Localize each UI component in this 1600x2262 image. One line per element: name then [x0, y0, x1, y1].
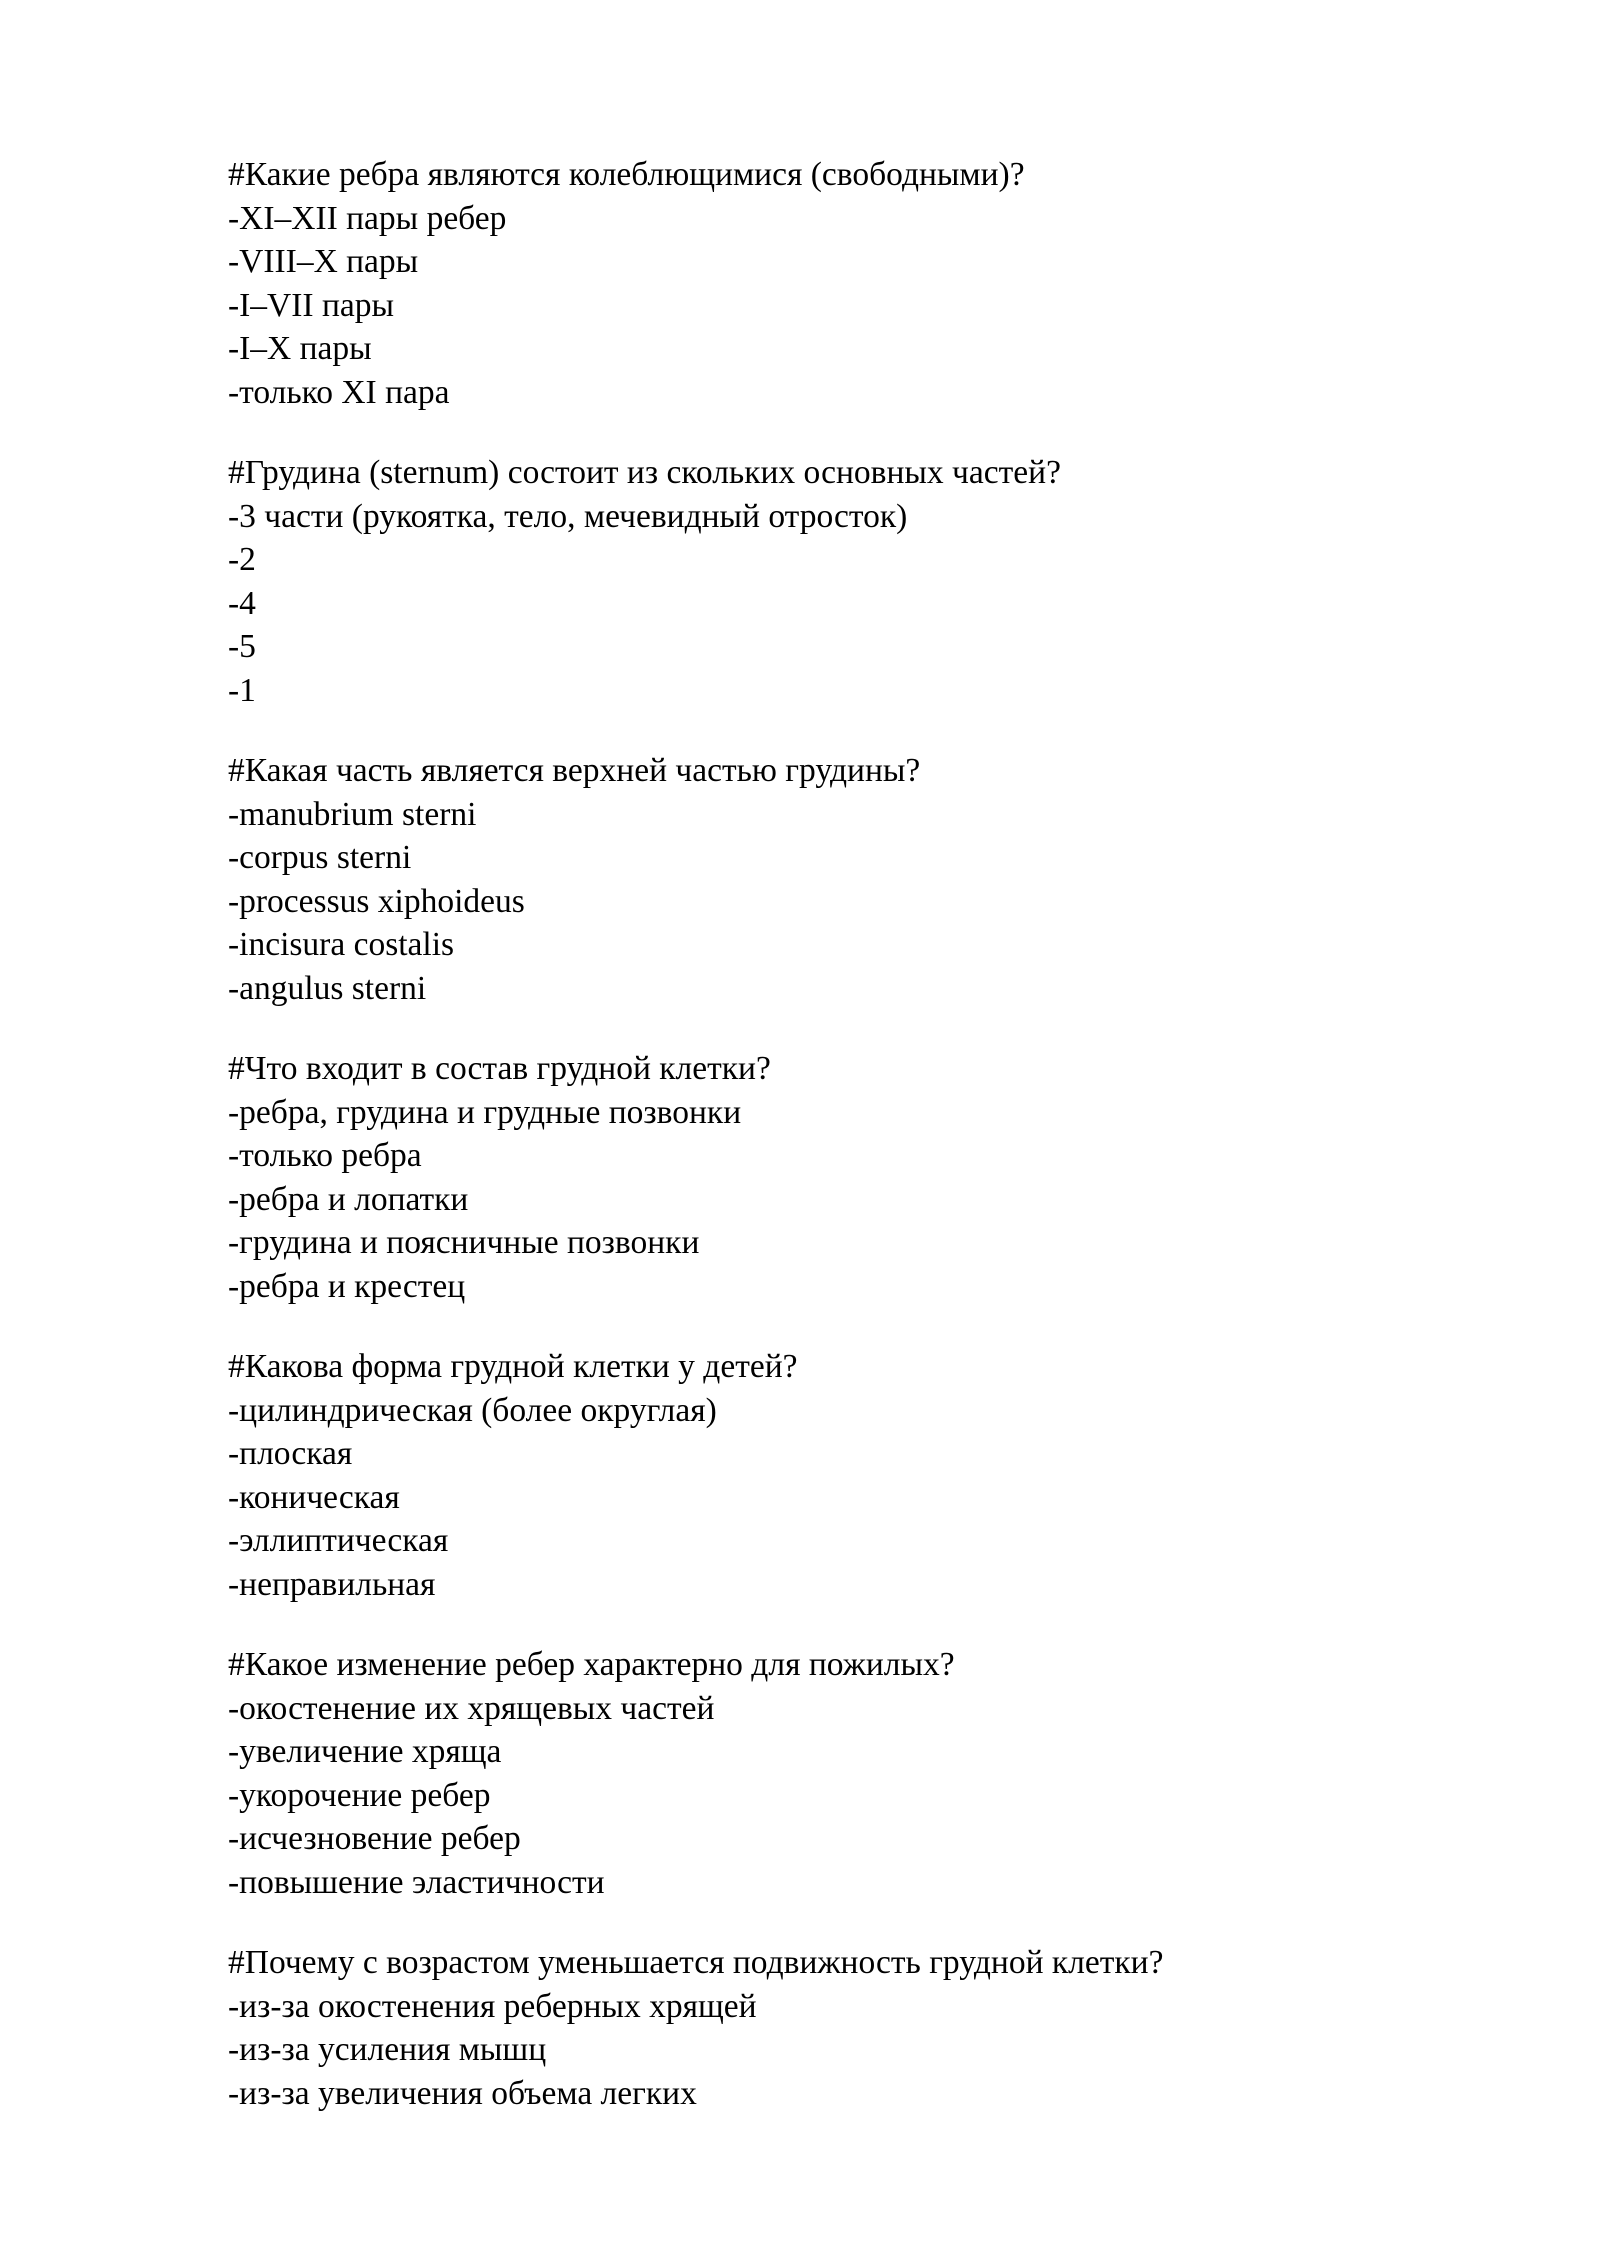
question-block	[228, 1941, 1428, 2115]
answer-option: -цилиндрическая (более округлая)	[228, 1391, 717, 1429]
answer-option: -только ребра	[228, 1137, 422, 1174]
answer-option: -ребра и лопатки	[228, 1180, 469, 1218]
answer-option: -ребра, грудина и грудные позвонки	[228, 1093, 742, 1131]
answer-option: -I–VII пары	[228, 286, 394, 324]
question-text: #Какая часть является верхней частью грудины?	[228, 752, 921, 789]
answer-option: -4	[228, 584, 256, 622]
question-text: #Грудина (sternum) состоит из скольких основных частей?	[228, 454, 1061, 491]
question-text: #Почему с возрастом уменьшается подвижность грудной клетки?	[228, 1944, 1164, 1981]
question-block	[228, 451, 1428, 712]
answer-option: -из-за окостенения реберных хрящей	[228, 1987, 757, 2025]
answer-option: -только XI пара	[228, 373, 450, 411]
question-block	[228, 1047, 1428, 1308]
answer-option: -I–X пары	[228, 330, 372, 367]
answer-option: -плоская	[228, 1435, 353, 1472]
question-block	[228, 1345, 1428, 1606]
question-list	[228, 153, 1428, 2152]
answer-option: -VIII–X пары	[228, 243, 419, 280]
answer-option: -processus xiphoideus	[228, 882, 525, 920]
answer-option: -incisura costalis	[228, 926, 455, 963]
answer-option: -angulus sterni	[228, 969, 427, 1007]
question-text: #Какова форма грудной клетки у детей?	[228, 1348, 798, 1385]
answer-option: -эллиптическая	[228, 1522, 449, 1559]
answer-option: -2	[228, 541, 256, 578]
answer-option: -из-за увеличения объема легких	[228, 2074, 697, 2112]
answer-option: -неправильная	[228, 1565, 436, 1603]
answer-option: -из-за усиления мышц	[228, 2031, 547, 2068]
answer-option: -manubrium sterni	[228, 795, 477, 833]
question-text: #Какое изменение ребер характерно для пожилых?	[228, 1646, 955, 1683]
answer-option: -исчезновение ребер	[228, 1820, 521, 1857]
answer-option: -окостенение их хрящевых частей	[228, 1689, 715, 1727]
question-block	[228, 153, 1428, 414]
question-text: #Что входит в состав грудной клетки?	[228, 1050, 771, 1087]
answer-option: -5	[228, 628, 256, 665]
answer-option: -грудина и поясничные позвонки	[228, 1224, 700, 1261]
question-block	[228, 1643, 1428, 1904]
question-text: #Какие ребра являются колеблющимися (свободными)?	[228, 156, 1025, 193]
answer-option: -XI–XII пары ребер	[228, 199, 507, 237]
answer-option: -коническая	[228, 1478, 400, 1516]
answer-option: -ребра и крестец	[228, 1267, 466, 1305]
answer-option: -1	[228, 671, 256, 709]
answer-option: -3 части (рукоятка, тело, мечевидный отросток)	[228, 497, 908, 535]
answer-option: -corpus sterni	[228, 839, 412, 876]
answer-option: -повышение эластичности	[228, 1863, 605, 1901]
question-block	[228, 749, 1428, 1010]
answer-option: -увеличение хряща	[228, 1733, 502, 1770]
answer-option: -укорочение ребер	[228, 1776, 491, 1814]
